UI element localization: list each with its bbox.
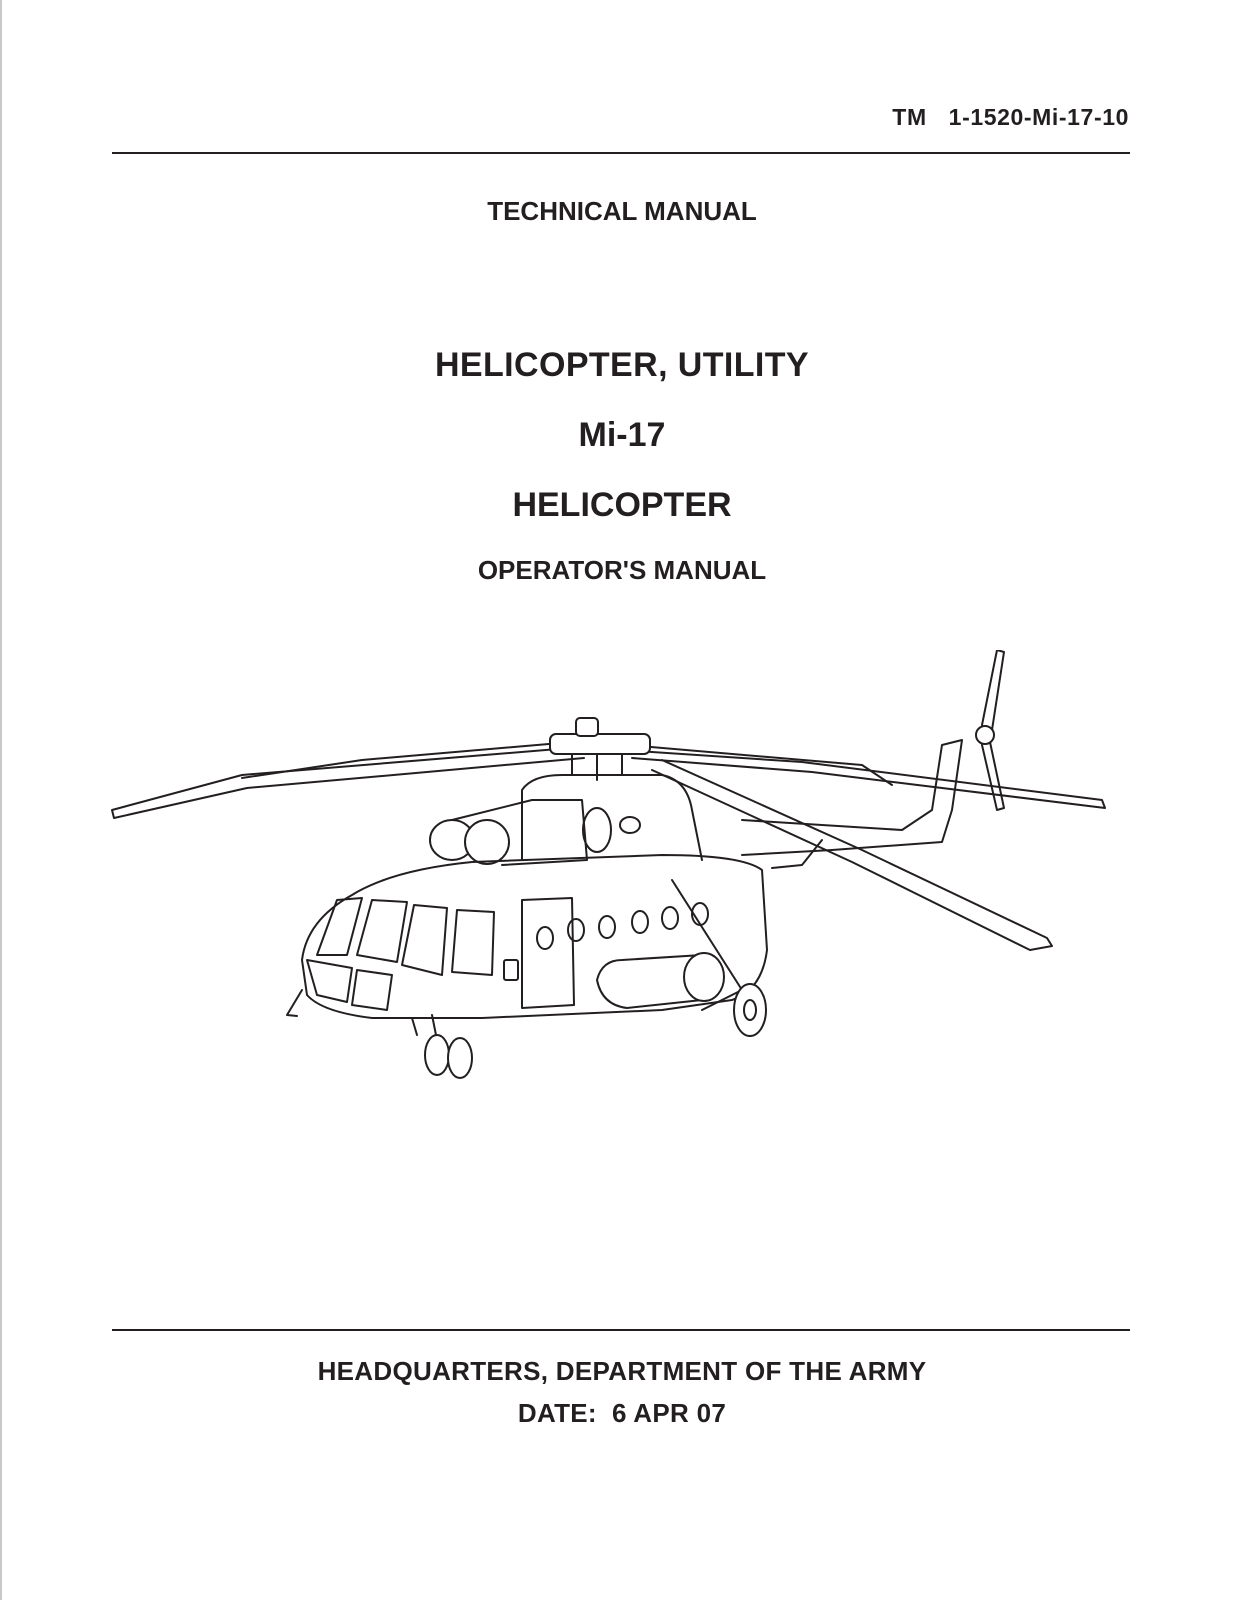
lower-nose-glass: [307, 960, 392, 1010]
subtitle: OPERATOR'S MANUAL: [477, 555, 767, 585]
issuing-authority: HEADQUARTERS, DEPARTMENT OF THE ARMY: [317, 1356, 927, 1386]
helicopter-illustration: [102, 650, 1142, 1120]
fuel-tank-end: [684, 953, 724, 1001]
rotor-hub: [550, 734, 650, 754]
rotor-blade-left-upper: [242, 742, 572, 778]
porthole-3: [599, 916, 615, 938]
manual-type-heading: TECHNICAL MANUAL: [487, 196, 757, 226]
helicopter-line-drawing: [102, 650, 1142, 1120]
side-window: [452, 910, 494, 975]
porthole-4: [632, 911, 648, 933]
tail-rotor-blade-up: [982, 650, 1004, 730]
rotor-blade-rear-right: [622, 750, 1105, 808]
cockpit-window-2: [357, 900, 407, 962]
engine-cowling: [522, 775, 702, 860]
publication-date: DATE: 6 APR 07: [517, 1398, 727, 1428]
nose-wheel-right: [448, 1038, 472, 1078]
rotor-hub-cap: [576, 718, 598, 736]
top-rule: [112, 152, 1130, 154]
porthole-5: [662, 907, 678, 929]
tail-rotor-hub: [976, 726, 994, 744]
engine-intake-right: [465, 820, 509, 864]
cockpit-window-1: [317, 898, 362, 955]
nose-wheel-left: [425, 1035, 449, 1075]
bottom-rule: [112, 1329, 1130, 1331]
nose-probe: [287, 990, 302, 1016]
door-handle: [504, 960, 518, 980]
main-wheel: [734, 984, 766, 1036]
rotor-blade-left: [112, 747, 584, 818]
cowling-window: [620, 817, 640, 833]
porthole-2: [568, 919, 584, 941]
cabin-door: [522, 898, 574, 1008]
document-number: TM 1-1520-Mi-17-10: [892, 104, 1129, 130]
porthole-1: [537, 927, 553, 949]
title-line-2: Mi-17: [578, 416, 666, 454]
title-line-1: HELICOPTER, UTILITY: [434, 346, 810, 384]
exhaust-port: [583, 808, 611, 852]
title-line-3: HELICOPTER: [512, 486, 732, 524]
rotor-blade-rear-upper: [627, 745, 892, 785]
cockpit-window-3: [402, 905, 447, 975]
tail-rotor-blade-down: [982, 742, 1004, 810]
